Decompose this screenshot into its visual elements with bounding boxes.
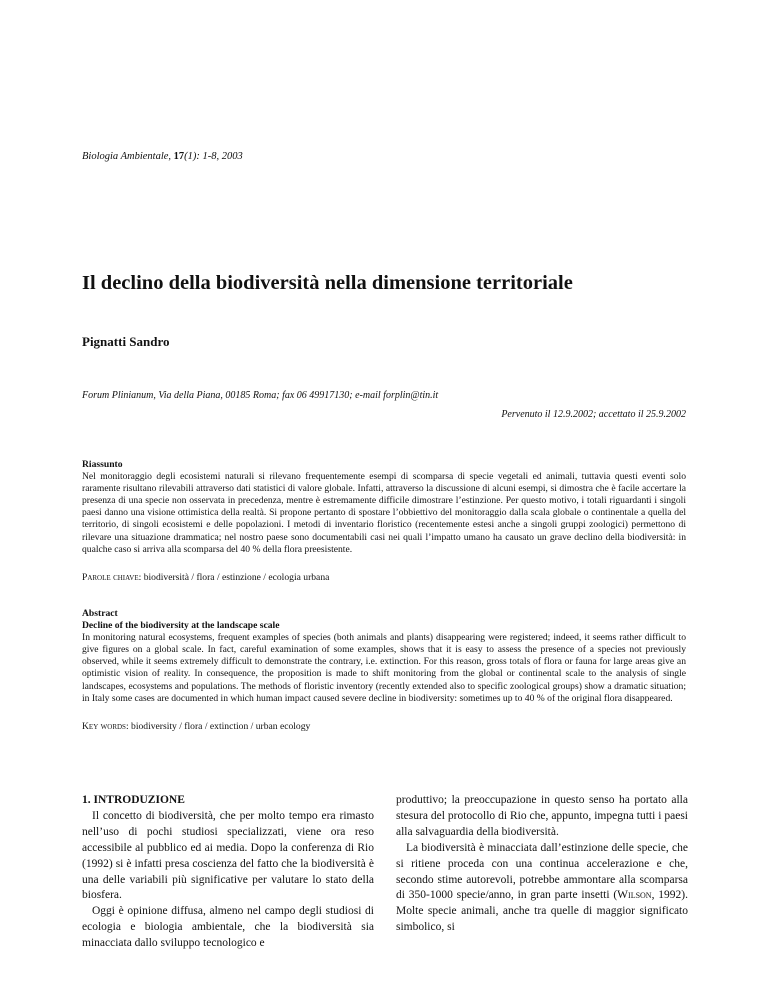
abstract-heading: Abstract bbox=[82, 608, 118, 619]
body-paragraph bbox=[396, 841, 688, 936]
keywords-en-label: Key words bbox=[82, 721, 126, 732]
abstract-block bbox=[82, 608, 686, 705]
body-paragraph: Oggi è opinione diffusa, almeno nel campo degli studiosi di ecologia e biologia ambientale, che la biodiversità sia minacciata dallo sviluppo tecnologico e bbox=[82, 905, 374, 950]
journal-citation: Biologia Ambientale, 17(1): 1-8, 2003 bbox=[82, 151, 243, 162]
riassunto-heading: Riassunto bbox=[82, 459, 123, 470]
author-affiliation: Forum Plinianum, Via della Piana, 00185 Roma; fax 06 49917130; e-mail forplin@tin.it bbox=[82, 390, 439, 401]
received-dates: Pervenuto il 12.9.2002; accettato il 25.9.2002 bbox=[501, 409, 686, 420]
keywords-it-label: Parole chiave bbox=[82, 572, 139, 583]
riassunto-text: Nel monitoraggio degli ecosistemi naturali si rilevano frequentemente esempi di scomparsa di specie vegetali ed animali, tuttavia questi eventi solo raramente risultano rilevabili attraverso dati statistici di valore globale. Infatti, attraverso la discussione di alcuni esempi, si dimostra che è facile accertare la presenza di una specie non osservata in precedenza, mentre è estremamente difficile dimostrare l’estinzione. Per questo motivo, i totali riguardanti i singoli paesi danno una visione ottimistica della realtà. Si propone pertanto di spostare l’obbiettivo del monitoraggio dalla scala globale o continentale a quella del territorio, di singoli ecosistemi e delle popolazioni. I metodi di inventario floristico (recentemente estesi anche a singoli gruppi zoologici) permettono di rilevare una situazione drammatica; nel nostro paese sono documentabili casi nei quali l’impatto umano ha causato un grave declino della biodiversità: in qualche caso si arriva alla scomparsa del 40 % della flora preesistente. bbox=[82, 471, 686, 555]
author-name: Pignatti Sandro bbox=[82, 334, 170, 349]
paragraph-text: , 1992). Molte specie animali, anche tra quelle di maggior significato simbolico, si bbox=[396, 889, 688, 934]
article-title: Il declino della biodiversità nella dimensione territoriale bbox=[82, 272, 573, 294]
abstract-subheading: Decline of the biodiversity at the landscape scale bbox=[82, 620, 280, 632]
journal-issue: (1): 1-8, 2003 bbox=[184, 151, 243, 162]
riassunto-block bbox=[82, 459, 686, 556]
body-column-left bbox=[82, 793, 374, 952]
paragraph-text: La biodiversità è minacciata dall’estinzione delle specie, che si ritiene proceda con una continua accelerazione e che, secondo stime autorevoli, potrebbe ammontare alla scomparsa di 350-1000 specie/anno, in gran parte insetti ( bbox=[396, 841, 688, 902]
body-paragraph: produttivo; la preoccupazione in questo senso ha portato alla stesura del protocollo di Rio che, appunto, impegna tutti i paesi alla salvaguardia della biodiversità. bbox=[396, 794, 688, 838]
body-column-right bbox=[396, 793, 688, 936]
body-paragraph: Il concetto di biodiversità, che per molto tempo era rimasto nell’uso di pochi studiosi specializzati, viene ora reso accessibile al pubblico ed ai media. Dopo la conferenza di Rio (1992) si è infatti presa coscienza del fatto che la biodiversità è una delle variabili più significative per valutare lo stato della biosfera. bbox=[82, 809, 374, 902]
journal-volume: 17 bbox=[173, 151, 185, 162]
section-heading-introduzione: 1. INTRODUZIONE bbox=[82, 794, 185, 806]
keywords-italian: Parole chiave: biodiversità / flora / estinzione / ecologia urbana bbox=[82, 572, 330, 583]
keywords-english: Key words: biodiversity / flora / extinction / urban ecology bbox=[82, 721, 311, 732]
keywords-en-text: biodiversity / flora / extinction / urban ecology bbox=[131, 721, 311, 732]
abstract-text: In monitoring natural ecosystems, frequent examples of species (both animals and plants) disappearing were registered; indeed, it seems rather difficult to give figures on a global scale. In fact, careful examination of some examples, shows that it is easy to assess the presence of a species not previously observed, while it seems extremely difficult to demonstrate the contrary, i.e. extinction. For this reason, gross totals of flora or fauna for large areas give an optimistic vision of reality. In consequence, the proposition is made to shift monitoring from the global or continental scale to the analysis of single landscapes, ecosystems and populations. The methods of floristic inventory (recently extended also to specific zoological groups) show a dramatic situation; in Italy some cases are documented in which human impact caused severe decline in biodiversity: sometimes up to 40 % of the original flora disappeared. bbox=[82, 632, 686, 704]
keywords-it-text: biodiversità / flora / estinzione / ecologia urbana bbox=[143, 572, 330, 583]
journal-name: Biologia Ambientale bbox=[82, 151, 169, 162]
citation-author: Wilson bbox=[617, 889, 652, 902]
